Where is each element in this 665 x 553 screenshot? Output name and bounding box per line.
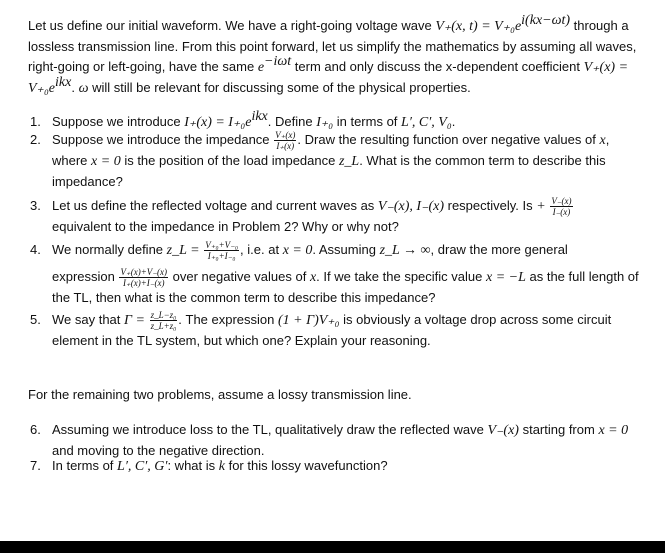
problem-2-math-x: x bbox=[599, 133, 606, 148]
problem-4-text-8: as the full length of the TL, then what is the common term to describe this impedance? bbox=[52, 269, 639, 306]
problem-2-text-5: . What is the common term to describe this impedance? bbox=[52, 153, 606, 190]
problem-5-math-gamma: Γ = bbox=[124, 313, 145, 328]
problem-3-text-3: equivalent to the impedance in Problem 2? Why or why not? bbox=[52, 219, 399, 235]
problem-3-reflected-fraction bbox=[550, 196, 572, 217]
fraction-numerator: V₊(x) bbox=[275, 130, 296, 141]
problem-7 bbox=[30, 456, 642, 477]
problem-5-text-2: . The expression bbox=[178, 312, 278, 327]
fraction-numerator: V₊₀+V₋₀ bbox=[205, 240, 239, 251]
problem-number: 6. bbox=[30, 422, 41, 437]
problem-5-text-3: is obviously a voltage drop across some circuit element in the TL system, but which one? Explain your reasoning. bbox=[52, 312, 612, 349]
problem-2-math-zl: z_L bbox=[338, 154, 360, 170]
fraction-denominator: I₊₀+I₋₀ bbox=[207, 251, 236, 262]
problem-4-text-7: . If we take the specific value bbox=[316, 269, 486, 285]
problem-1-text-3: in terms of bbox=[333, 114, 402, 129]
problem-4-text-3: . Assuming bbox=[312, 242, 380, 257]
problem-3-math-reflected: V₋(x), I₋(x) bbox=[377, 199, 444, 214]
problem-number: 4. bbox=[30, 242, 41, 257]
problem-6-math-x-zero: x = 0 bbox=[598, 423, 629, 438]
problem-7-text-1: In terms of bbox=[52, 458, 118, 473]
intro-math-coefficient-exponent: ikx bbox=[55, 75, 72, 90]
problem-2-text-4: is the position of the load impedance bbox=[120, 153, 339, 169]
intro-text-5: will still be relevant for discussing some of the physical properties. bbox=[88, 80, 471, 95]
problem-4-math-x: x bbox=[309, 270, 317, 286]
intro-text-2: through a lossless transmission line. From this point forward, let us simplify the mathematics by assuming all waves, right-going or left-going, have the same bbox=[28, 18, 637, 74]
problem-number: 1. bbox=[30, 114, 41, 129]
fraction-numerator: z_L−z₀ bbox=[150, 310, 177, 321]
intro-math-coefficient: V₊(x) = V₊₀e bbox=[28, 60, 629, 96]
problem-7-text-3: for this lossy wavefunction? bbox=[224, 458, 388, 473]
problem-number: 7. bbox=[30, 458, 41, 473]
problem-4-text-5: expression bbox=[52, 269, 119, 285]
problem-2-impedance-fraction bbox=[274, 130, 296, 151]
intro-text-1: Let us define our initial waveform. We have a right-going voltage wave bbox=[28, 18, 436, 33]
problem-7-math-params: L′, C′, G′ bbox=[117, 459, 168, 474]
problem-number: 2. bbox=[30, 132, 41, 147]
problem-5-gamma-fraction bbox=[150, 310, 178, 331]
problem-1-text-1: Suppose we introduce bbox=[52, 114, 185, 129]
problem-2-text-1: Suppose we introduce the impedance bbox=[52, 132, 274, 147]
problem-4-text-6: over negative values of bbox=[169, 269, 310, 285]
problem-1-math-current: I₊(x) = I₊₀e bbox=[184, 115, 252, 130]
problem-1-text-4: . bbox=[451, 114, 456, 129]
problem-2-text-2: . Draw the resulting function over negative values of bbox=[297, 132, 600, 147]
intro-math-time-term: e bbox=[257, 60, 265, 75]
intro-text-3: term and only discuss the x-dependent coefficient bbox=[291, 59, 584, 74]
problem-6-text-1: Assuming we introduce loss to the TL, qualitatively draw the reflected wave bbox=[52, 422, 488, 437]
problem-2-text-3: , where bbox=[52, 132, 610, 169]
problem-3 bbox=[30, 196, 642, 237]
problem-1-text-2: . Define bbox=[267, 114, 317, 129]
problem-7-text-2: : what is bbox=[167, 458, 219, 473]
problem-4-text-4: , draw the more general bbox=[430, 242, 568, 257]
intro-math-exponent: i(kx−ωt) bbox=[521, 13, 571, 28]
problem-4-math-x-minus-l: x = −L bbox=[485, 270, 526, 286]
bottom-border-bar bbox=[0, 541, 665, 553]
fraction-denominator: I₊(x) bbox=[276, 141, 295, 152]
lossy-heading: For the remaining two problems, assume a lossy transmission line. bbox=[28, 387, 412, 402]
problem-5-math-voltage-drop: (1 + Γ)V₊₀ bbox=[278, 313, 340, 328]
intro-paragraph bbox=[28, 13, 643, 99]
problem-5-text-1: We say that bbox=[52, 312, 125, 327]
problem-1-math-exponent: ikx bbox=[251, 109, 268, 124]
problem-4-math-x-zero: x = 0 bbox=[282, 243, 313, 258]
fraction-denominator: z_L+z₀ bbox=[150, 321, 177, 332]
problem-6-text-3: and moving to the negative direction. bbox=[52, 443, 265, 458]
problem-number: 5. bbox=[30, 312, 41, 327]
fraction-denominator: I₋(x) bbox=[552, 207, 571, 218]
problem-2 bbox=[30, 130, 642, 192]
intro-math-voltage-wave: V₊(x, t) = V₊₀e bbox=[435, 19, 522, 34]
fraction-numerator: V₊(x)+V₋(x) bbox=[120, 267, 168, 278]
problem-1-math-i0: I₊₀ bbox=[316, 115, 334, 130]
fraction-denominator: I₊(x)+I₋(x) bbox=[122, 278, 165, 289]
problem-4-math-zl: z_L = bbox=[166, 243, 200, 258]
problem-5 bbox=[30, 310, 642, 351]
problem-3-text-1: Let us define the reflected voltage and current waves as bbox=[52, 198, 378, 213]
problem-4-general-fraction bbox=[119, 267, 168, 288]
problem-4-text-2: , i.e. at bbox=[240, 242, 283, 257]
problem-7-math-k: k bbox=[218, 459, 225, 474]
problem-number: 3. bbox=[30, 198, 41, 213]
problem-4-math-zl-infinity: z_L → ∞ bbox=[379, 243, 431, 258]
problem-4 bbox=[30, 240, 642, 308]
problem-3-math-plus: + bbox=[536, 199, 546, 214]
fraction-numerator: V₋(x) bbox=[551, 196, 572, 207]
problem-2-math-x-zero: x = 0 bbox=[91, 154, 121, 170]
problem-6-math-reflected-wave: V₋(x) bbox=[487, 423, 519, 438]
intro-math-time-exponent: −iωt bbox=[264, 54, 292, 69]
problem-4-text-1: We normally define bbox=[52, 242, 167, 257]
problem-3-text-2: respectively. Is bbox=[444, 198, 537, 213]
problem-6 bbox=[30, 420, 642, 461]
problem-6-text-2: starting from bbox=[518, 422, 599, 437]
problem-1-math-params: L′, C′, V₀ bbox=[401, 115, 452, 130]
problem-4-zl-fraction bbox=[204, 240, 239, 261]
intro-text-4: . bbox=[71, 80, 79, 95]
intro-math-omega: ω bbox=[78, 81, 89, 96]
